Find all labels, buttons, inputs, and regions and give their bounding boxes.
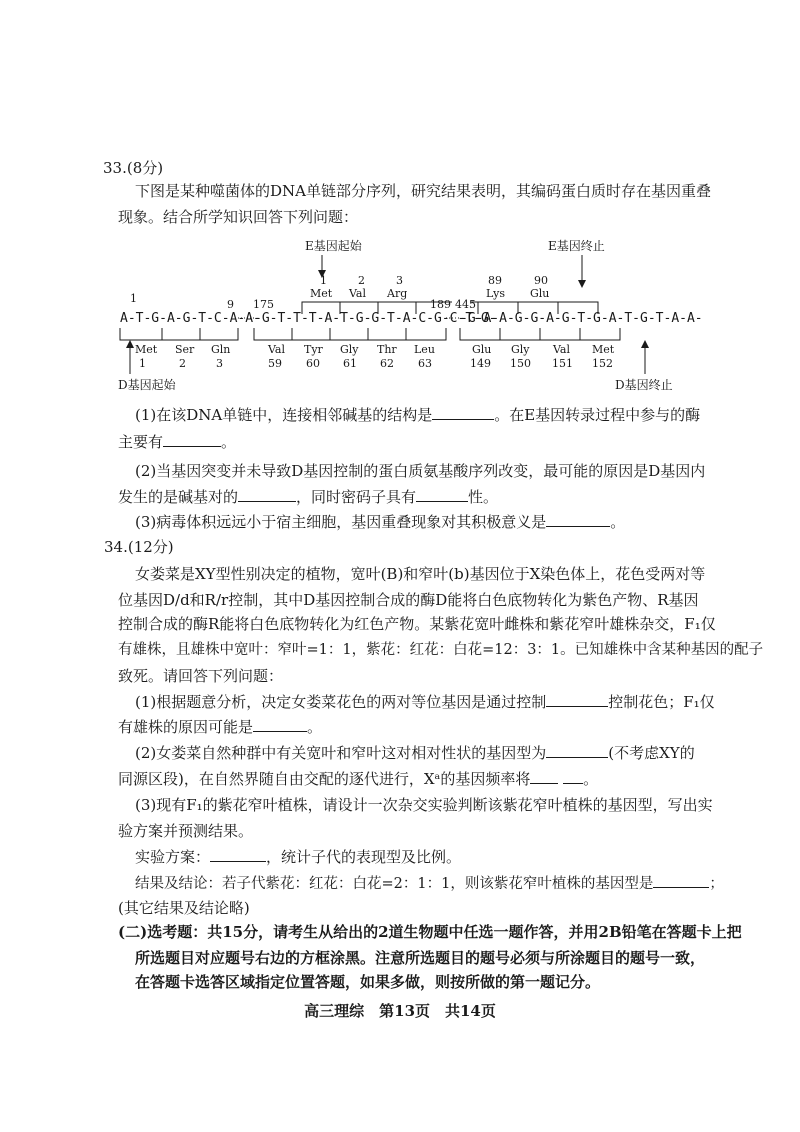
q33-sub2-text-d: 性。 bbox=[468, 488, 499, 506]
elective-line3: 在答题卡选答区域指定位置答题，如果多做，则按所做的第一题记分。 bbox=[135, 973, 601, 991]
bot-aa-leu: Leu bbox=[414, 343, 435, 356]
q34-sub2-line2 bbox=[118, 769, 598, 789]
bot-num-151: 151 bbox=[552, 357, 573, 370]
q33-blank-2[interactable] bbox=[163, 432, 221, 447]
q34-sub2-text-d: 。 bbox=[583, 770, 599, 788]
d-start-arrowhead bbox=[126, 340, 134, 348]
q33-header: 33.(8分) bbox=[103, 159, 164, 177]
bot-aa-gly: Gly bbox=[340, 343, 359, 356]
q34-plan-text-a: 实验方案： bbox=[135, 848, 211, 866]
seq-part-left: A-T-G-A-G-T-C-A-A- bbox=[120, 311, 261, 326]
d-gene-start-label: D基因起始 bbox=[118, 378, 176, 392]
q33-sub2-text-b: 发生的是碱基对的 bbox=[118, 488, 239, 506]
bot-aa-ser: Ser bbox=[175, 343, 195, 356]
seq-part-mid2: -G-A-A-G-G-A-G-T-G-A-T-G-T-A-A- bbox=[460, 311, 703, 326]
bot-aa-met2: Met bbox=[592, 343, 615, 356]
top-num-3: 3 bbox=[396, 274, 403, 287]
q34-line3: 控制合成的酶R能将白色底物转化为红色产物。某紫花宽叶雌株和紫花窄叶雄株杂交，F₁仅 bbox=[118, 615, 716, 633]
bot-aa-gln: Gln bbox=[211, 343, 231, 356]
q33-sub1-line2 bbox=[118, 432, 236, 452]
q34-blank-5[interactable] bbox=[210, 847, 266, 862]
q33-blank-1[interactable] bbox=[432, 405, 494, 420]
q33-sub3-text-b: 。 bbox=[610, 513, 626, 531]
q34-line1: 女娄菜是XY型性别决定的植物，宽叶(B)和窄叶(b)基因位于X染色体上，花色受两对等 bbox=[135, 565, 706, 583]
q34-blank-1[interactable] bbox=[546, 692, 608, 707]
top-num-1: 1 bbox=[320, 274, 327, 287]
q33-sub3-line bbox=[135, 512, 625, 532]
q34-sub2-text-b: (不考虑XY的 bbox=[608, 744, 695, 762]
q34-blank-6[interactable] bbox=[653, 873, 709, 888]
q34-result-note: (其它结果及结论略) bbox=[118, 899, 250, 917]
q34-result-text-a: 结果及结论：若子代紫花：红花：白花=2：1：1，则该紫花窄叶植株的基因型是 bbox=[135, 876, 654, 892]
bot-num-1: 1 bbox=[139, 357, 146, 370]
q34-line5: 致死。请回答下列问题： bbox=[118, 667, 284, 685]
q33-blank-5[interactable] bbox=[546, 512, 610, 527]
q34-sub3-line2: 验方案并预测结果。 bbox=[118, 822, 254, 840]
q34-sub1-line1 bbox=[135, 692, 715, 712]
q34-blank-4a[interactable] bbox=[530, 769, 558, 784]
bot-aa-gly2: Gly bbox=[511, 343, 530, 356]
bot-num-61: 61 bbox=[343, 357, 357, 370]
q34-result-line bbox=[135, 873, 724, 894]
q33-sub2-line2 bbox=[118, 487, 498, 507]
dna-sequence-figure bbox=[0, 236, 800, 396]
q34-blank-4b[interactable] bbox=[563, 769, 583, 784]
q34-sub1-text-c: 有雄株的原因可能是 bbox=[118, 718, 254, 736]
e-gene-start-label: E基因起始 bbox=[305, 239, 362, 253]
bot-num-63: 63 bbox=[418, 357, 432, 370]
q33-sub3-text-a: (3)病毒体积远远小于宿主细胞，基因重叠现象对其积极意义是 bbox=[135, 513, 547, 531]
bot-num-150: 150 bbox=[510, 357, 531, 370]
bot-num-2: 2 bbox=[179, 357, 186, 370]
bot-aa-tyr: Tyr bbox=[304, 343, 323, 356]
e-gene-end-label: E基因终止 bbox=[548, 239, 605, 253]
q34-sub2-text-c: 同源区段)，在自然界随自由交配的逐代进行，Xᵃ的基因频率将 bbox=[118, 770, 531, 788]
bot-aa-val2: Val bbox=[553, 343, 571, 356]
bot-num-62: 62 bbox=[380, 357, 394, 370]
top-aa-lys: Lys bbox=[486, 287, 505, 300]
seq-num-9: 9 bbox=[227, 298, 234, 311]
q33-sub1-text-a: (1)在该DNA单链中，连接相邻碱基的结构是 bbox=[135, 406, 433, 424]
q34-line4: 有雄株，且雄株中宽叶：窄叶=1：1，紫花：红花：白花=12：3：1。已知雄株中含某种基因的配子 bbox=[118, 642, 764, 658]
d-gene-end-label: D基因终止 bbox=[615, 378, 673, 392]
q34-result-text-b: ； bbox=[709, 876, 724, 892]
seq-num-445: 445 bbox=[455, 298, 476, 311]
elective-line2: 所选题目对应题号右边的方框涂黑。注意所选题目的题号必须与所涂题目的题号一致， bbox=[135, 949, 706, 967]
q34-sub3-line1: (3)现有F₁的紫花窄叶植株，请设计一次杂交实验判断该紫花窄叶植株的基因型，写出实 bbox=[135, 796, 713, 814]
q33-blank-4[interactable] bbox=[416, 487, 468, 502]
top-aa-arg: Arg bbox=[387, 287, 408, 300]
top-num-90: 90 bbox=[534, 274, 548, 287]
q34-plan-text-b: ，统计子代的表现型及比例。 bbox=[266, 848, 462, 866]
bot-aa-val: Val bbox=[268, 343, 286, 356]
q34-blank-3[interactable] bbox=[546, 743, 608, 758]
bottom-codon-brackets-a bbox=[120, 328, 238, 340]
q34-sub1-text-b: 控制花色；F₁仅 bbox=[608, 693, 715, 711]
top-num-2: 2 bbox=[358, 274, 365, 287]
q33-sub1-text-c: 主要有 bbox=[118, 433, 164, 451]
top-num-89: 89 bbox=[488, 274, 502, 287]
page-footer: 高三理综 第13页 共14页 bbox=[304, 1002, 496, 1020]
bot-num-60: 60 bbox=[306, 357, 320, 370]
q34-sub2-text-a: (2)女娄菜自然种群中有关宽叶和窄叶这对相对性状的基因型为 bbox=[135, 744, 547, 762]
bot-aa-glu: Glu bbox=[472, 343, 492, 356]
q34-header: 34.(12分) bbox=[104, 538, 174, 556]
q33-intro-line2: 现象。结合所学知识回答下列问题： bbox=[118, 208, 359, 226]
q33-blank-3[interactable] bbox=[238, 487, 296, 502]
q34-sub1-line2 bbox=[118, 717, 322, 737]
bot-num-3: 3 bbox=[216, 357, 223, 370]
elective-line1: (二)选考题：共15分，请考生从给出的2道生物题中任选一题作答，并用2B铅笔在答题卡上把 bbox=[118, 923, 742, 941]
seq-num-1: 1 bbox=[130, 292, 137, 305]
seq-num-189: 189 bbox=[430, 298, 451, 311]
q33-sub2-text-c: ，同时密码子具有 bbox=[296, 488, 417, 506]
q34-line2: 位基因D/d和R/r控制，其中D基因控制合成的酶D能将白色底物转化为紫色产物、R基因 bbox=[118, 591, 699, 609]
e-end-arrowhead bbox=[578, 280, 586, 288]
seq-num-175: 175 bbox=[253, 298, 274, 311]
top-aa-glu: Glu bbox=[530, 287, 550, 300]
bottom-codon-brackets-b bbox=[254, 328, 446, 340]
q33-sub1-line1 bbox=[135, 405, 700, 425]
q33-sub1-text-b: 。在E基因转录过程中参与的酶 bbox=[494, 406, 701, 424]
q33-sub1-text-d: 。 bbox=[221, 433, 237, 451]
bot-aa-met: Met bbox=[135, 343, 158, 356]
seq-part-mid1: -G-T-T-T-A-T-G-G-T-A-C-G-C-T-G- bbox=[254, 311, 497, 326]
top-aa-val: Val bbox=[349, 287, 367, 300]
q34-sub2-line1 bbox=[135, 743, 695, 763]
top-aa-met: Met bbox=[310, 287, 333, 300]
q33-intro-line1: 下图是某种噬菌体的DNA单链部分序列，研究结果表明，其编码蛋白质时存在基因重叠 bbox=[135, 182, 711, 200]
d-end-arrowhead bbox=[641, 340, 649, 348]
q34-sub1-text-a: (1)根据题意分析，决定女娄菜花色的两对等位基因是通过控制 bbox=[135, 693, 547, 711]
q33-sub2-line1: (2)当基因突变并未导致D基因控制的蛋白质氨基酸序列改变，最可能的原因是D基因内 bbox=[135, 462, 706, 480]
q34-sub1-text-d: 。 bbox=[307, 718, 323, 736]
q34-blank-2[interactable] bbox=[253, 717, 307, 732]
bot-num-59: 59 bbox=[268, 357, 282, 370]
bot-aa-thr: Thr bbox=[377, 343, 397, 356]
bot-num-149: 149 bbox=[470, 357, 491, 370]
bottom-codon-brackets-c bbox=[460, 328, 620, 340]
bot-num-152: 152 bbox=[592, 357, 613, 370]
q34-plan-line bbox=[135, 847, 461, 867]
